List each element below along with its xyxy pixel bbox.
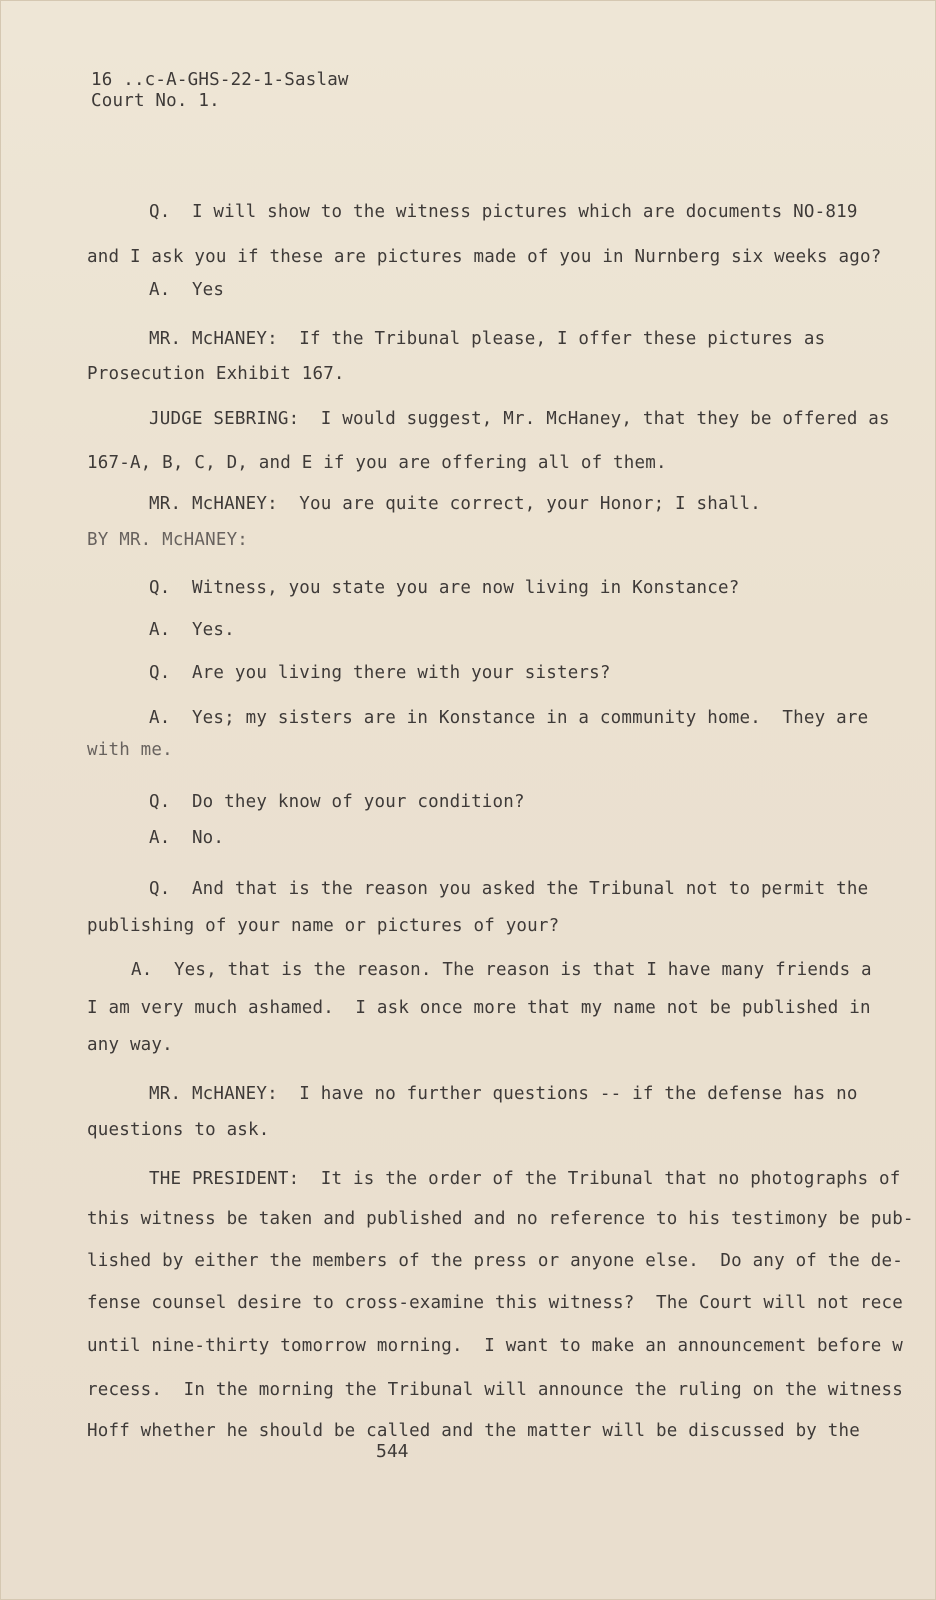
transcript-line: A. Yes [149,280,225,300]
transcript-line: any way. [87,1035,173,1055]
transcript-line: this witness be taken and published and no reference to his testimony be pub- [87,1209,914,1229]
transcript-line: fense counsel desire to cross-examine this witness? The Court will not rece [87,1293,903,1313]
transcript-line: until nine-thirty tomorrow morning. I want to make an announcement before w [87,1336,903,1356]
transcript-line: MR. McHANEY: You are quite correct, your Honor; I shall. [149,494,761,514]
transcript-line: recess. In the morning the Tribunal will announce the ruling on the witness [87,1380,903,1400]
transcript-line: JUDGE SEBRING: I would suggest, Mr. McHaney, that they be offered as [149,409,890,429]
transcript-line: BY MR. McHANEY: [87,530,249,550]
transcript-line: A. No. [149,828,225,848]
header-docket-line: 16 ..c-A-GHS-22-1-Saslaw [91,70,349,90]
transcript-line: A. Yes, that is the reason. The reason is that I have many friends a [131,960,872,980]
transcript-line: questions to ask. [87,1120,270,1140]
page-number: 544 [376,1441,409,1462]
transcript-line: Q. Do they know of your condition? [149,792,525,812]
transcript-line: and I ask you if these are pictures made of you in Nurnberg six weeks ago? [87,247,882,267]
transcript-line: publishing of your name or pictures of your? [87,916,560,936]
transcript-line: A. Yes; my sisters are in Konstance in a community home. They are [149,708,869,728]
transcript-line: I am very much ashamed. I ask once more that my name not be published in [87,998,871,1018]
transcript-line: 167-A, B, C, D, and E if you are offering all of them. [87,453,667,473]
transcript-line: lished by either the members of the press or anyone else. Do any of the de- [87,1251,903,1271]
transcript-line: Q. And that is the reason you asked the Tribunal not to permit the [149,879,869,899]
transcript-line: A. Yes. [149,620,235,640]
transcript-line: MR. McHANEY: I have no further questions -- if the defense has no [149,1084,858,1104]
transcript-line: Q. Witness, you state you are now living in Konstance? [149,578,740,598]
transcript-line: MR. McHANEY: If the Tribunal please, I offer these pictures as [149,329,826,349]
transcript-line: THE PRESIDENT: It is the order of the Tribunal that no photographs of [149,1169,901,1189]
transcript-line: Hoff whether he should be called and the matter will be discussed by the [87,1421,860,1441]
transcript-line: Prosecution Exhibit 167. [87,364,345,384]
transcript-line: Q. Are you living there with your sisters? [149,663,611,683]
transcript-line: Q. I will show to the witness pictures which are documents NO-819 [149,202,858,222]
header-court-line: Court No. 1. [91,91,220,111]
transcript-line: with me. [87,740,173,760]
